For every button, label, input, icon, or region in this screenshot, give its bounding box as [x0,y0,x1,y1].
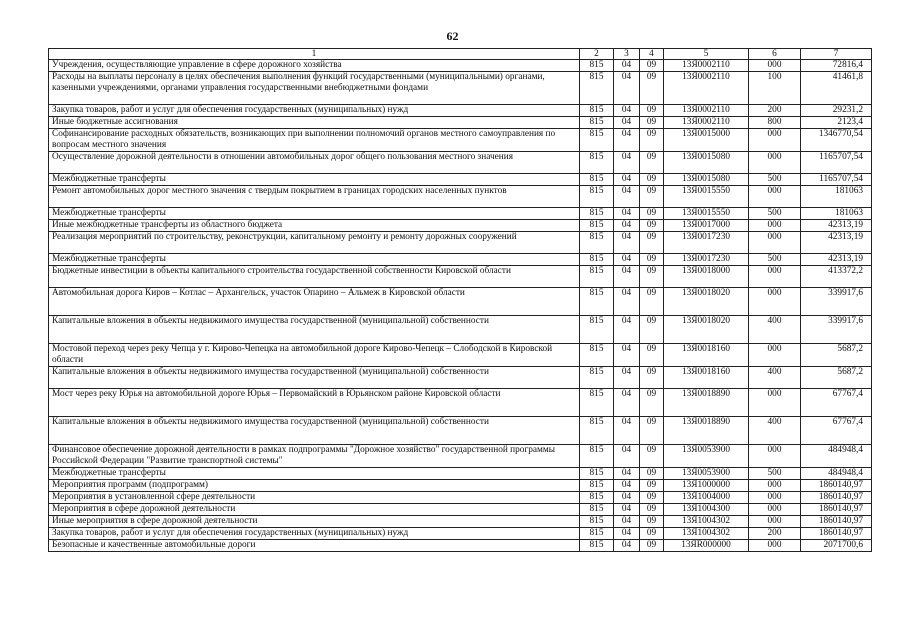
article-code: 13Я1004000 [664,492,749,504]
table-row [49,152,872,174]
article-code: 13Я0002110 [664,117,749,129]
subsection-code: 09 [640,174,664,186]
expense-type-code: 000 [749,288,801,316]
section-code: 04 [614,468,640,480]
amount: 1860140,97 [801,492,872,504]
article-code: 13Я0002110 [664,72,749,105]
article-code: 13Я0002110 [664,60,749,72]
expense-type-code: 500 [749,208,801,220]
article-code: 13Я0018000 [664,266,749,288]
article-code: 13Я0015550 [664,186,749,208]
column-header-2: 2 [580,49,614,60]
article-code: 13Я1004302 [664,516,749,528]
subsection-code: 09 [640,266,664,288]
subsection-code: 09 [640,288,664,316]
row-name: Капитальные вложения в объекты недвижимого имущества государственной (муниципальной) собственности [49,417,580,445]
subsection-code: 09 [640,504,664,516]
expense-type-code: 000 [749,492,801,504]
section-code: 04 [614,445,640,468]
amount: 42313,19 [801,220,872,232]
table-row [49,174,872,186]
amount: 1165707,54 [801,152,872,174]
section-code: 04 [614,186,640,208]
section-code: 04 [614,492,640,504]
article-code: 13Я0018020 [664,288,749,316]
amount: 484948,4 [801,468,872,480]
section-code: 04 [614,232,640,254]
expense-type-code: 000 [749,445,801,468]
amount: 29231,2 [801,105,872,117]
expense-type-code: 000 [749,389,801,417]
expense-type-code: 000 [749,480,801,492]
expense-type-code: 400 [749,417,801,445]
expense-type-code: 000 [749,516,801,528]
table-row [49,417,872,445]
section-code: 04 [614,105,640,117]
expense-type-code: 500 [749,254,801,266]
section-code: 04 [614,316,640,344]
amount: 42313,19 [801,232,872,254]
article-code: 13Я1004302 [664,528,749,540]
row-name: Мостовой переход через реку Чепца у г. Кирово-Чепецка на автомобильной дороге Кирово-Чепецк – Слободской в Кировской области [49,344,580,367]
row-name: Капитальные вложения в объекты недвижимого имущества государственной (муниципальной) собственности [49,316,580,344]
row-name: Межбюджетные трансферты [49,254,580,266]
row-name: Мероприятия в сфере дорожной деятельности [49,504,580,516]
table-row [49,208,872,220]
ministry-code: 815 [580,129,614,152]
subsection-code: 09 [640,117,664,129]
row-name: Реализация мероприятий по строительству, реконструкции, капитальному ремонту и ремонту дорожных сооружений [49,232,580,254]
section-code: 04 [614,504,640,516]
article-code: 13Я0018020 [664,316,749,344]
article-code: 13Я0053900 [664,468,749,480]
table-row [49,254,872,266]
expense-type-code: 100 [749,72,801,105]
row-name: Иные мероприятия в сфере дорожной деятельности [49,516,580,528]
section-code: 04 [614,174,640,186]
expense-type-code: 400 [749,316,801,344]
article-code: 13Я1004300 [664,504,749,516]
ministry-code: 815 [580,152,614,174]
article-code: 13Я0015080 [664,174,749,186]
table-row [49,367,872,389]
amount: 72816,4 [801,60,872,72]
table-row [49,445,872,468]
subsection-code: 09 [640,129,664,152]
amount: 413372,2 [801,266,872,288]
ministry-code: 815 [580,504,614,516]
amount: 2123,4 [801,117,872,129]
row-name: Иные бюджетные ассигнования [49,117,580,129]
row-name: Закупка товаров, работ и услуг для обеспечения государственных (муниципальных) нужд [49,105,580,117]
section-code: 04 [614,516,640,528]
section-code: 04 [614,254,640,266]
table-row [49,389,872,417]
ministry-code: 815 [580,445,614,468]
row-name: Осуществление дорожной деятельности в отношении автомобильных дорог общего пользования местного значения [49,152,580,174]
row-name: Учреждения, осуществляющие управление в сфере дорожного хозяйства [49,60,580,72]
subsection-code: 09 [640,417,664,445]
article-code: 13Я0018160 [664,367,749,389]
table-row [49,186,872,208]
subsection-code: 09 [640,254,664,266]
ministry-code: 815 [580,186,614,208]
article-code: 13Я0017000 [664,220,749,232]
table-row [49,129,872,152]
ministry-code: 815 [580,60,614,72]
ministry-code: 815 [580,480,614,492]
row-name: Финансовое обеспечение дорожной деятельности в рамках подпрограммы "Дорожное хозяйство" государственной программы Российской Федерации "Развитие транспортной системы" [49,445,580,468]
ministry-code: 815 [580,288,614,316]
section-code: 04 [614,152,640,174]
section-code: 04 [614,417,640,445]
table-row [49,232,872,254]
article-code: 13Я0017230 [664,254,749,266]
row-name: Мероприятия в установленной сфере деятельности [49,492,580,504]
section-code: 04 [614,220,640,232]
article-code: 13Я0015550 [664,208,749,220]
section-code: 04 [614,344,640,367]
article-code: 13Я1000000 [664,480,749,492]
expense-type-code: 000 [749,540,801,552]
ministry-code: 815 [580,254,614,266]
ministry-code: 815 [580,266,614,288]
expense-type-code: 200 [749,528,801,540]
amount: 181063 [801,186,872,208]
subsection-code: 09 [640,220,664,232]
column-header-4: 4 [640,49,664,60]
row-name: Капитальные вложения в объекты недвижимого имущества государственной (муниципальной) собственности [49,367,580,389]
table-row [49,316,872,344]
article-code: 13Я0015080 [664,152,749,174]
section-code: 04 [614,117,640,129]
column-header-1: 1 [49,49,580,60]
row-name: Расходы на выплаты персоналу в целях обеспечения выполнения функций государственными (муниципальными) органами, казенными учреждениями, органами управления государственными внебюджетными фондами [49,72,580,105]
row-name: Мероприятия программ (подпрограмм) [49,480,580,492]
column-header-3: 3 [614,49,640,60]
subsection-code: 09 [640,516,664,528]
table-row [49,117,872,129]
row-name: Закупка товаров, работ и услуг для обеспечения государственных (муниципальных) нужд [49,528,580,540]
subsection-code: 09 [640,389,664,417]
subsection-code: 09 [640,316,664,344]
subsection-code: 09 [640,105,664,117]
ministry-code: 815 [580,72,614,105]
table-row [49,72,872,105]
section-code: 04 [614,60,640,72]
subsection-code: 09 [640,367,664,389]
ministry-code: 815 [580,540,614,552]
amount: 181063 [801,208,872,220]
row-name: Ремонт автомобильных дорог местного значения с твердым покрытием в границах городских населенных пунктов [49,186,580,208]
subsection-code: 09 [640,208,664,220]
page-number: 62 [446,29,459,43]
section-code: 04 [614,266,640,288]
expense-type-code: 000 [749,60,801,72]
ministry-code: 815 [580,208,614,220]
article-code: 13Я0018160 [664,344,749,367]
amount: 5687,2 [801,367,872,389]
amount: 1860140,97 [801,480,872,492]
table-row [49,468,872,480]
table-row [49,492,872,504]
budget-table [48,48,872,552]
section-code: 04 [614,389,640,417]
table-row [49,266,872,288]
row-name: Иные межбюджетные трансферты из областного бюджета [49,220,580,232]
subsection-code: 09 [640,72,664,105]
amount: 5687,2 [801,344,872,367]
expense-type-code: 000 [749,266,801,288]
section-code: 04 [614,367,640,389]
subsection-code: 09 [640,468,664,480]
amount: 1346770,54 [801,129,872,152]
section-code: 04 [614,208,640,220]
table-row [49,220,872,232]
column-header-7: 7 [801,49,872,60]
ministry-code: 815 [580,367,614,389]
amount: 1860140,97 [801,504,872,516]
amount: 1860140,97 [801,528,872,540]
expense-type-code: 000 [749,220,801,232]
article-code: 13Я0018890 [664,389,749,417]
subsection-code: 09 [640,232,664,254]
ministry-code: 815 [580,344,614,367]
expense-type-code: 400 [749,367,801,389]
ministry-code: 815 [580,117,614,129]
subsection-code: 09 [640,480,664,492]
subsection-code: 09 [640,528,664,540]
ministry-code: 815 [580,389,614,417]
section-code: 04 [614,540,640,552]
ministry-code: 815 [580,417,614,445]
expense-type-code: 000 [749,344,801,367]
ministry-code: 815 [580,516,614,528]
table-row [49,516,872,528]
ministry-code: 815 [580,174,614,186]
subsection-code: 09 [640,445,664,468]
amount: 42313,19 [801,254,872,266]
expense-type-code: 800 [749,117,801,129]
table-row [49,540,872,552]
table-row [49,60,872,72]
amount: 339917,6 [801,288,872,316]
row-name: Межбюджетные трансферты [49,208,580,220]
article-code: 13Я0018890 [664,417,749,445]
subsection-code: 09 [640,186,664,208]
table-row [49,480,872,492]
section-code: 04 [614,288,640,316]
expense-type-code: 000 [749,504,801,516]
ministry-code: 815 [580,220,614,232]
expense-type-code: 200 [749,105,801,117]
subsection-code: 09 [640,540,664,552]
article-code: 13Я0053900 [664,445,749,468]
subsection-code: 09 [640,60,664,72]
ministry-code: 815 [580,105,614,117]
expense-type-code: 000 [749,129,801,152]
table-row [49,105,872,117]
expense-type-code: 000 [749,232,801,254]
table-row [49,344,872,367]
section-code: 04 [614,129,640,152]
amount: 41461,8 [801,72,872,105]
row-name: Межбюджетные трансферты [49,468,580,480]
subsection-code: 09 [640,344,664,367]
ministry-code: 815 [580,232,614,254]
amount: 1860140,97 [801,516,872,528]
subsection-code: 09 [640,152,664,174]
column-header-5: 5 [664,49,749,60]
article-code: 13Я0002110 [664,105,749,117]
section-code: 04 [614,528,640,540]
amount: 339917,6 [801,316,872,344]
table-body [49,49,872,552]
table-row [49,528,872,540]
expense-type-code: 000 [749,152,801,174]
amount: 2071700,6 [801,540,872,552]
ministry-code: 815 [580,492,614,504]
row-name: Бюджетные инвестиции в объекты капитального строительства государственной собственности Кировской области [49,266,580,288]
table-row [49,504,872,516]
section-code: 04 [614,480,640,492]
expense-type-code: 000 [749,186,801,208]
row-name: Безопасные и качественные автомобильные дороги [49,540,580,552]
table-row [49,288,872,316]
row-name: Автомобильная дорога Киров – Котлас – Архангельск, участок Опарино – Альмеж в Кировской области [49,288,580,316]
section-code: 04 [614,72,640,105]
row-name: Межбюджетные трансферты [49,174,580,186]
expense-type-code: 500 [749,174,801,186]
amount: 67767,4 [801,417,872,445]
row-name: Мост через реку Юрья на автомобильной дороге Юрья – Первомайский в Юрьянском районе Кировской области [49,389,580,417]
ministry-code: 815 [580,316,614,344]
subsection-code: 09 [640,492,664,504]
header-row [49,49,872,60]
amount: 67767,4 [801,389,872,417]
expense-type-code: 500 [749,468,801,480]
ministry-code: 815 [580,528,614,540]
article-code: 13Я0017230 [664,232,749,254]
ministry-code: 815 [580,468,614,480]
amount: 484948,4 [801,445,872,468]
article-code: 13Я0015000 [664,129,749,152]
row-name: Софинансирование расходных обязательств, возникающих при выполнении полномочий органов местного самоуправления по вопросам местного значения [49,129,580,152]
column-header-6: 6 [749,49,801,60]
article-code: 13ЯR000000 [664,540,749,552]
amount: 1165707,54 [801,174,872,186]
